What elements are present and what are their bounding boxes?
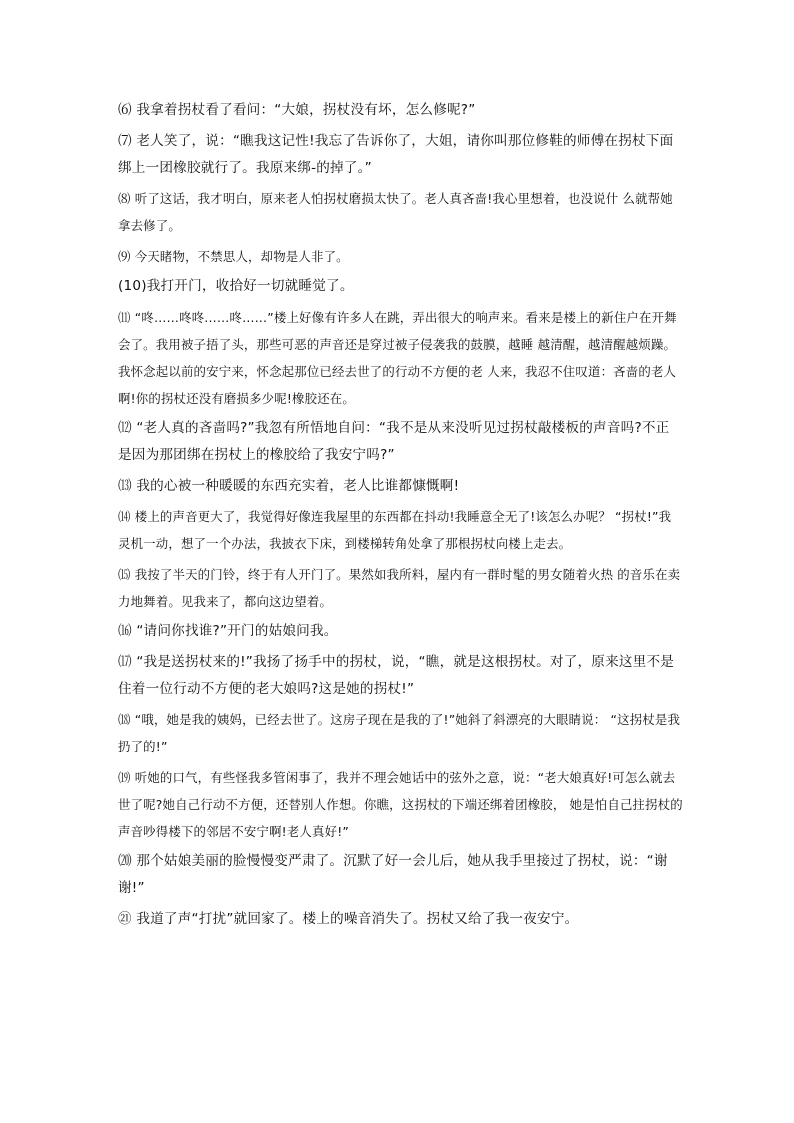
paragraph-10: (10)我打开门，收拾好一切就睡觉了。 xyxy=(118,278,354,294)
paragraph-15: ⒂ 我按了半天的门铃，终于有人开门了。果然如我所料，屋内有一群时髦的男女随着火热 的音乐在卖力地舞着。见我来了，都向这边望着。 xyxy=(118,566,681,609)
paragraph-6: ⑹ 我拿着拐杖看了看问：“大娘，拐杖没有坏，怎么修呢?” xyxy=(118,102,476,118)
paragraph-16: ⒃ “请问你找谁?”开门的姑娘问我。 xyxy=(118,623,338,639)
article-body xyxy=(118,97,683,936)
paragraph-11: ⑾ “咚……咚咚……咚……”楼上好像有许多人在跳，弄出很大的响声来。看来是楼上的新住户在开舞会了。我用被子捂了头，那些可恶的声音还是穿过被子侵袭我的鼓膜，越睡 越清醒，越清醒越烦躁。我怀念起以前的安宁来，怀念起那位已经去世了的行动不方便的老 人来，我忍不住叹道：吝啬的老人啊!你的拐杖还没有磨损多少呢!橡胶还在。 xyxy=(118,309,677,406)
paragraph-17: ⒄ “我是送拐杖来的!”我扬了扬手中的拐杖，说，“瞧，就是这根拐杖。对了，原来这里不是住着一位行动不方便的老大娘吗?这是她的拐杖!” xyxy=(118,653,675,697)
paragraph-8: ⑻ 听了这话，我才明白，原来老人怕拐杖磨损太快了。老人真吝啬!我心里想着，也没说什 么就帮她拿去修了。 xyxy=(118,191,673,233)
paragraph-13: ⒀ 我的心被一种暖暖的东西充实着，老人比谁都慷慨啊! xyxy=(118,477,460,494)
paragraph-18: ⒅ “哦，她是我的姨妈，已经去世了。这房子现在是我的了!”她斜了斜漂亮的大眼睛说： “这拐杖是我扔了的!” xyxy=(118,712,681,754)
paragraph-9: ⑼ 今天睹物，不禁思人，却物是人非了。 xyxy=(118,248,349,264)
paragraph-12: ⑿ “老人真的吝啬吗?”我忽有所悟地自问：“我不是从来没听见过拐杖敲楼板的声音吗?不正是因为那团绑在拐杖上的橡胶给了我安宁吗?” xyxy=(118,420,670,463)
paragraph-20: ⒇ 那个姑娘美丽的脸慢慢变严肃了。沉默了好一会儿后，她从我手里接过了拐杖，说：“谢谢!” xyxy=(118,853,668,896)
paragraph-14: ⒁ 楼上的声音更大了，我觉得好像连我屋里的东西都在抖动!我睡意全无了!该怎么办呢？ “拐杖!”我灵机一动，想了一个办法，我披衣下床，到楼梯转角处拿了那根拐杖向楼上走去。 xyxy=(118,509,672,551)
paragraph-19: ⒆ 听她的口气，有些怪我多管闲事了，我并不理会她话中的弦外之意，说：“老大娘真好!可怎么就去世了呢?她自己行动不方便，还替别人作想。你瞧，这拐杖的下端还绑着团橡胶， 她是怕自己拄拐杖的声音吵得楼下的邻居不安宁啊!老人真好!” xyxy=(118,769,683,839)
paragraph-21: ㉑ 我道了声“打扰”就回家了。楼上的噪音消失了。拐杖又给了我一夜安宁。 xyxy=(118,910,579,927)
paragraph-7: ⑺ 老人笑了，说：“瞧我这记性!我忘了告诉你了，大姐，请你叫那位修鞋的师傅在拐杖下面绑上一团橡胶就行了。我原来绑-的掉了。” xyxy=(118,132,674,176)
